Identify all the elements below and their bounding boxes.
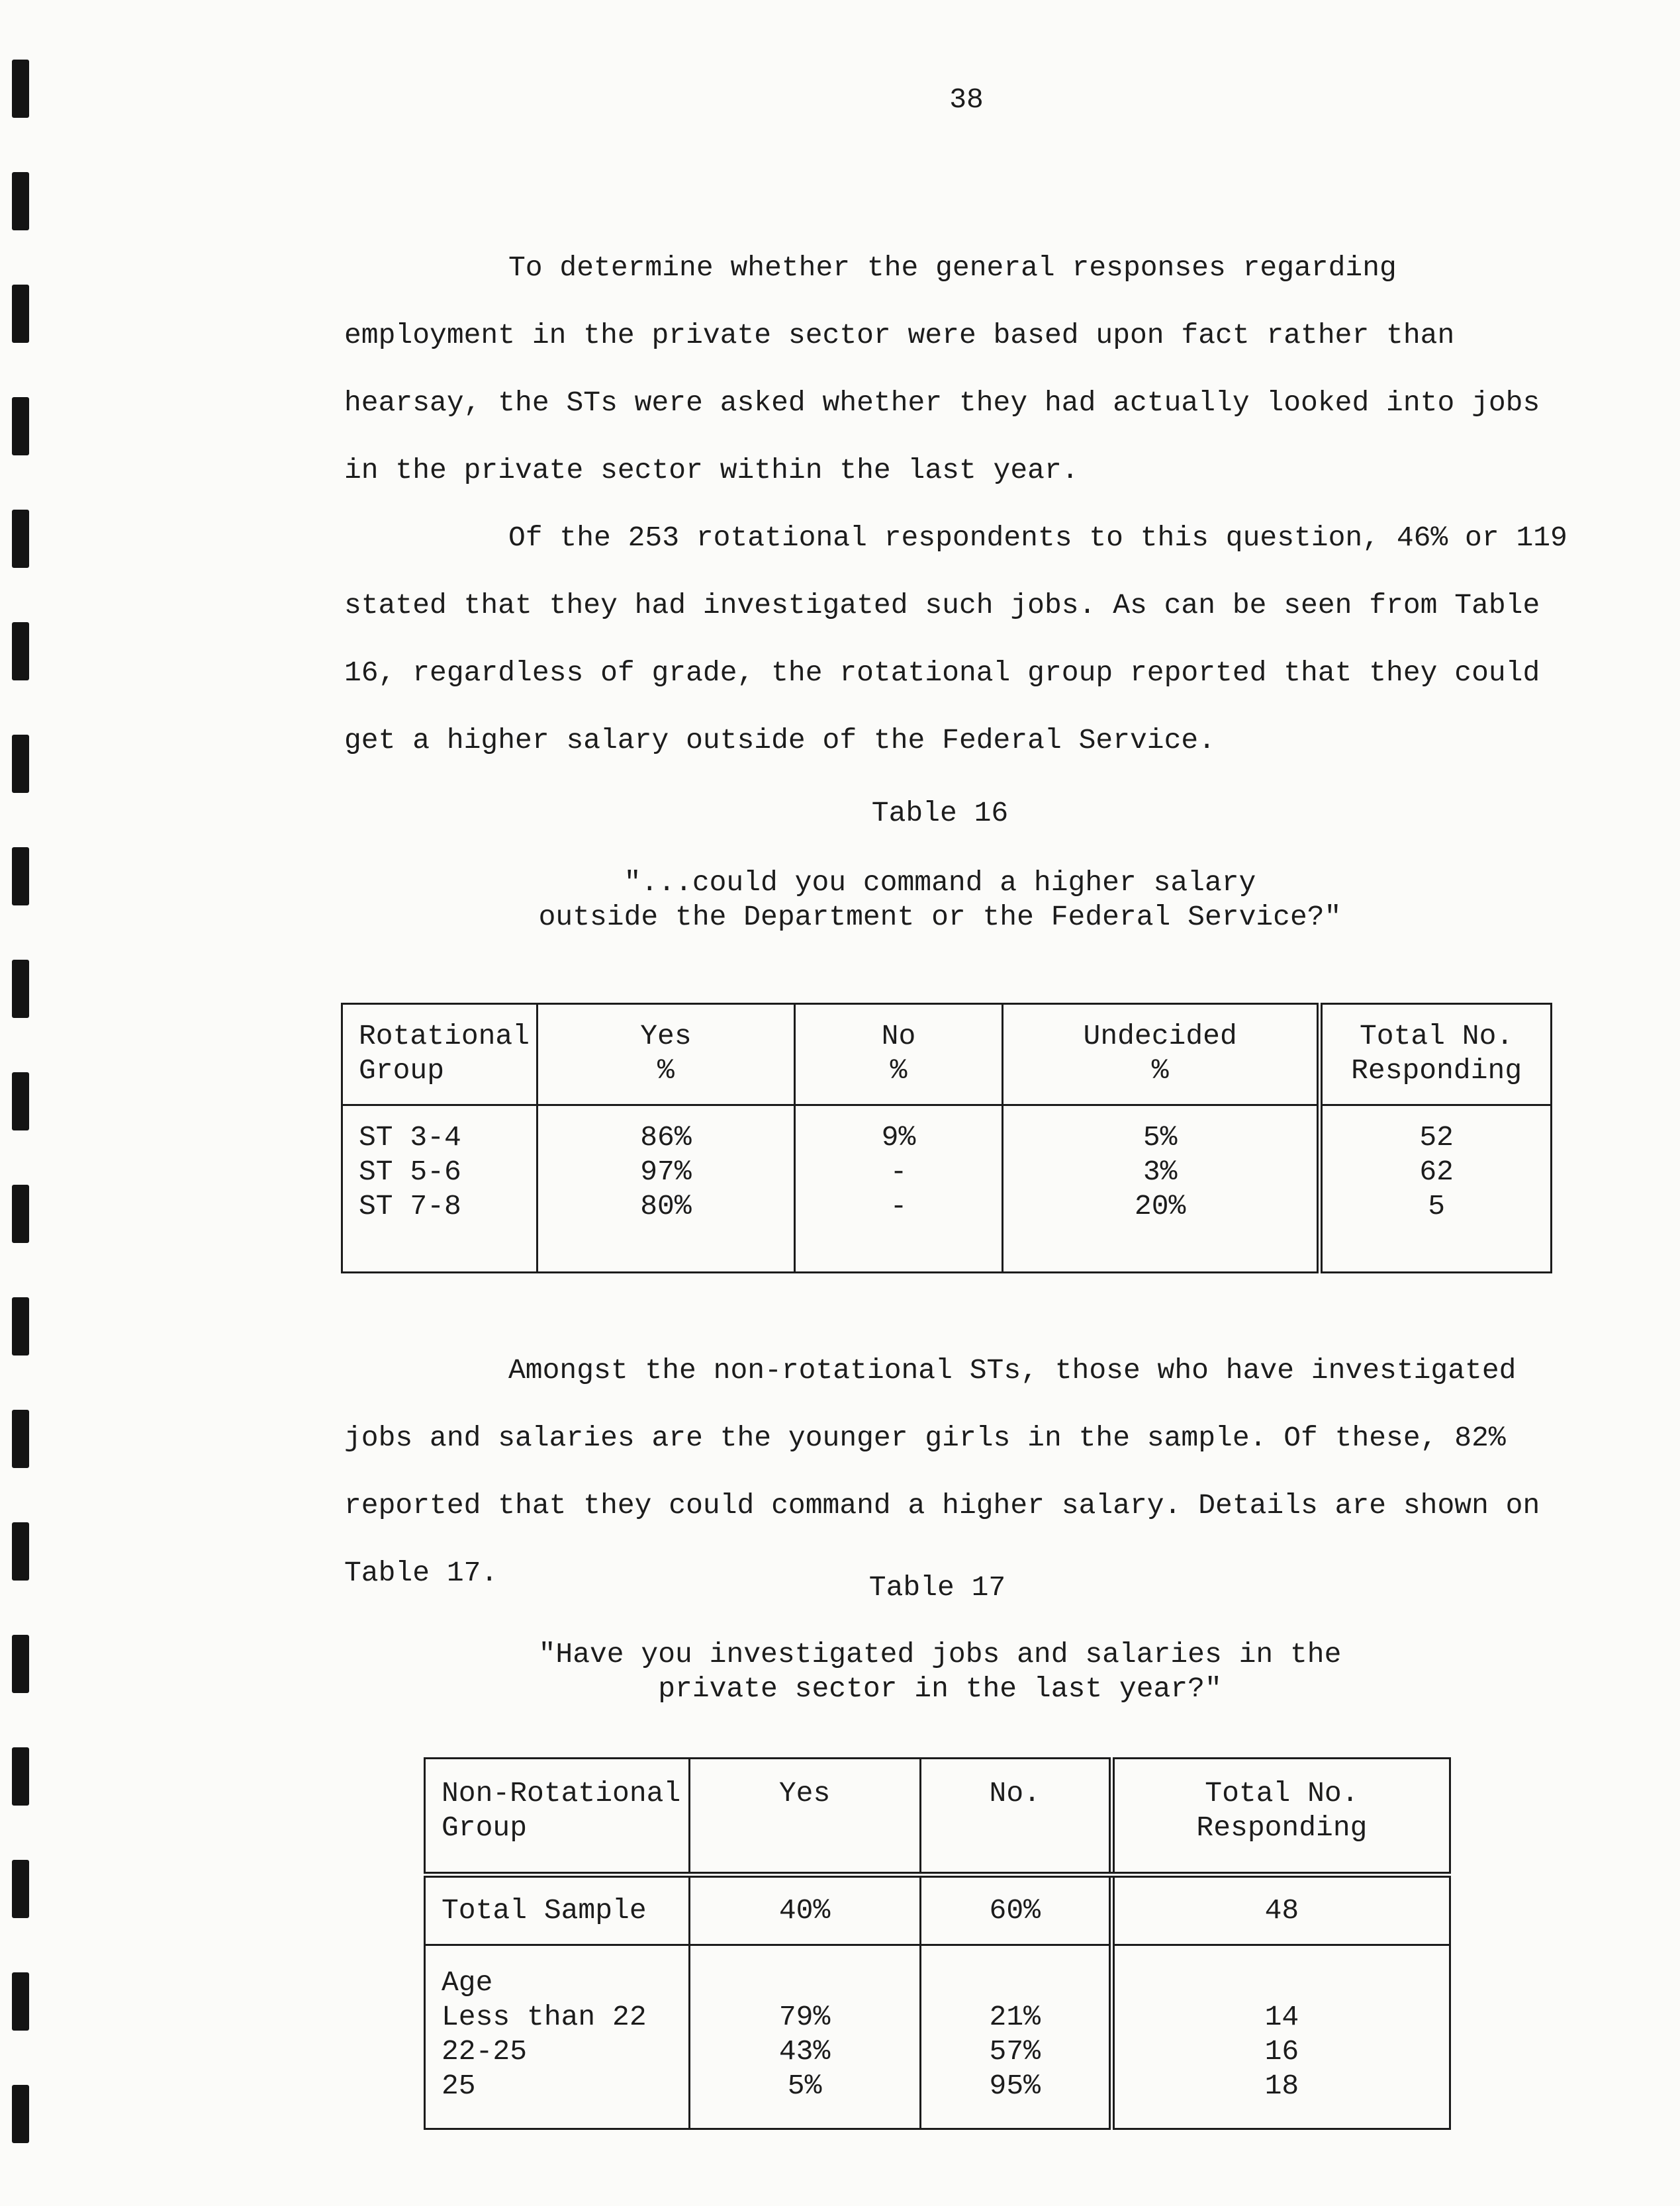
table-cell: 86% [640, 1121, 692, 1154]
yes-column [538, 1106, 794, 1224]
table-17-caption: Table 17 [868, 1571, 1006, 1604]
column-header: Yes [778, 1777, 831, 1810]
table-cell: 48 [1264, 1894, 1299, 1927]
binder-mark [12, 735, 29, 793]
total-column [1115, 1946, 1449, 2103]
column-header: Yes % [640, 1020, 692, 1087]
table-cell: 52 [1419, 1121, 1454, 1154]
group-column [343, 1106, 536, 1224]
table-header-row [425, 1759, 1450, 1875]
table-cell: 5% [787, 2070, 822, 2102]
binder-mark [12, 1972, 29, 2031]
column-header: No % [881, 1020, 916, 1087]
binder-mark [12, 1860, 29, 1918]
table-cell: ST 7-8 [359, 1190, 461, 1222]
table-body [342, 1105, 1552, 1273]
binder-mark [12, 960, 29, 1018]
table-cell: Total Sample [442, 1894, 647, 1927]
binder-mark [12, 510, 29, 568]
table-cell: - [890, 1190, 908, 1222]
table-cell: 3% [1143, 1156, 1178, 1188]
table-cell: 80% [640, 1190, 692, 1222]
table-cell: 57% [989, 2035, 1041, 2068]
binder-mark [12, 285, 29, 343]
table-cell: 18 [1264, 2070, 1299, 2102]
table-17-question: "Have you investigated jobs and salaries in the private sector in the last year?" [538, 1638, 1342, 1705]
binder-mark [12, 847, 29, 905]
yes-column [690, 1946, 919, 2103]
table-cell: 21% [989, 2001, 1041, 2033]
paragraph-2: Of the 253 rotational respondents to this question, 46% or 119 stated that they had investigated such jobs. As can be seen from Table 16, regardless of grade, the rotational group reported that they could get a higher salary outside of the Federal Service. [344, 522, 1567, 757]
table-cell: 79% [778, 2001, 831, 2033]
table-cell: 5% [1143, 1121, 1178, 1154]
table-cell: 5 [1428, 1190, 1446, 1222]
column-header: Non-Rotational Group [442, 1777, 681, 1844]
table-cell: 22-25 [442, 2035, 528, 2068]
binder-mark [12, 1297, 29, 1356]
binder-mark [12, 622, 29, 680]
binder-mark [12, 1522, 29, 1581]
table-cell: Age [442, 1966, 493, 1999]
table-cell: 20% [1134, 1190, 1186, 1222]
binder-mark [12, 2085, 29, 2143]
undecided-column [1003, 1106, 1317, 1224]
binder-mark [12, 172, 29, 230]
age-group-column [426, 1946, 688, 2103]
table-17 [424, 1757, 1451, 2130]
table-cell: 97% [640, 1156, 692, 1188]
no-column [796, 1106, 1002, 1224]
table-cell: ST 3-4 [359, 1121, 461, 1154]
total-column [1323, 1106, 1550, 1224]
table-cell: Less than 22 [442, 2001, 647, 2033]
column-header: No. [989, 1777, 1041, 1810]
table-cell: ST 5-6 [359, 1156, 461, 1188]
page-number: 38 [949, 83, 984, 116]
table-cell: 14 [1264, 2001, 1299, 2033]
binder-mark [12, 1635, 29, 1693]
binder-mark [12, 1747, 29, 1806]
table-cell: - [890, 1156, 908, 1188]
binder-mark [12, 1185, 29, 1243]
table-cell: 40% [778, 1894, 831, 1927]
table-cell: 25 [442, 2070, 476, 2102]
column-header: Total No. Responding [1196, 1777, 1368, 1844]
table-cell: 16 [1264, 2035, 1299, 2068]
table-16-question: "...could you command a higher salary outside the Department or the Federal Service?" [538, 866, 1342, 933]
table-cell: 62 [1419, 1156, 1454, 1188]
column-header: Undecided % [1083, 1020, 1237, 1087]
table-16 [341, 1003, 1552, 1273]
paragraph-1: To determine whether the general responses regarding employment in the private sector were based upon fact rather than hearsay, the STs were asked whether they had actually looked into jobs in the private sector within the last year. [344, 252, 1540, 486]
table-cell: 60% [989, 1894, 1041, 1927]
column-header: Rotational Group [359, 1020, 530, 1087]
binder-mark [12, 397, 29, 455]
table-cell: 43% [778, 2035, 831, 2068]
table-cell: 9% [881, 1121, 916, 1154]
table-row [425, 1875, 1450, 1945]
binder-mark [12, 1410, 29, 1468]
column-header: Total No. Responding [1351, 1020, 1522, 1087]
table-row [425, 1945, 1450, 2129]
table-16-caption: Table 16 [871, 797, 1009, 829]
paragraph-3: Amongst the non-rotational STs, those who have investigated jobs and salaries are the younger girls in the sample. Of these, 82% reported that they could command a higher salary. Details are shown on Table 17. [344, 1354, 1540, 1589]
binder-mark [12, 1072, 29, 1130]
table-cell: 95% [989, 2070, 1041, 2102]
binder-mark [12, 60, 29, 118]
no-column [921, 1946, 1109, 2103]
table-header-row [342, 1004, 1552, 1105]
